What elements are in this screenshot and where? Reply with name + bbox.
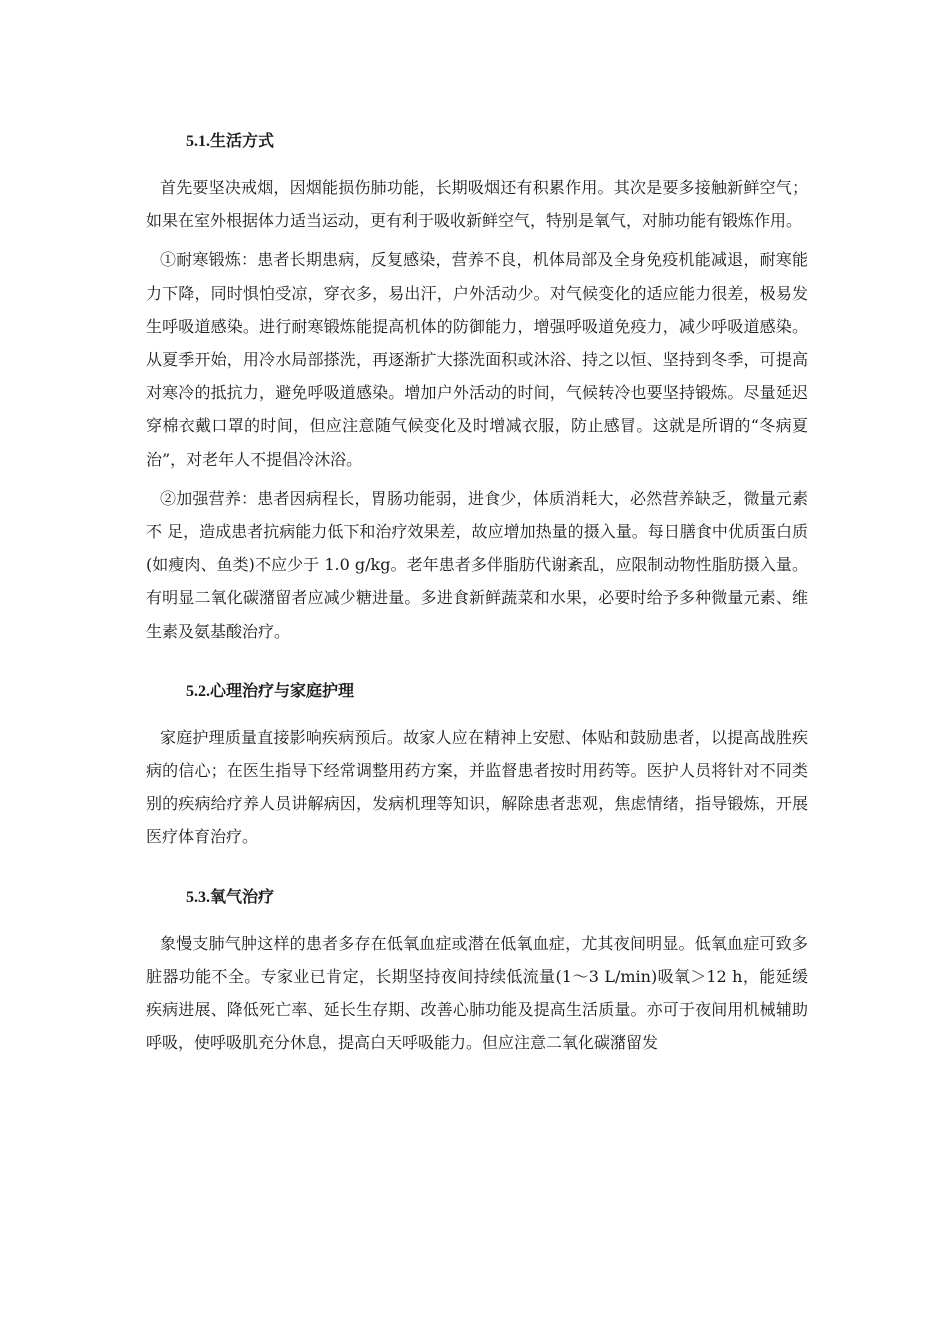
paragraph: 象慢支肺气肿这样的患者多存在低氧血症或潜在低氧血症，尤其夜间明显。低氧血症可致多脏器功能不全。专家业已肯定，长期坚持夜间持续低流量(1～3 L/min)吸氧＞12 h，能延缓疾病进展、降低死亡率、延长生存期、改善心肺功能及提高生活质量。亦可于夜间用机械辅助呼吸，使呼吸肌充分休息，提高白天呼吸能力。但应注意二氧化碳潴留发 [146, 933, 808, 1053]
document-body [146, 124, 808, 1059]
section-heading-5-3 [146, 880, 808, 915]
section-title: 心理治疗与家庭护理 [210, 680, 355, 700]
paragraph: 家庭护理质量直接影响疾病预后。故家人应在精神上安慰、体贴和鼓励患者，以提高战胜疾病的信心；在医生指导下经常调整用药方案，并监督患者按时用药等。医护人员将针对不同类别的疾病给疗养人员讲解病因，发病机理等知识，解除患者悲观，焦虑情绪，指导锻炼，开展医疗体育治疗。 [146, 727, 808, 847]
section-number: 5.3. [186, 888, 210, 906]
paragraph: ①耐寒锻炼：患者长期患病，反复感染，营养不良，机体局部及全身免疫机能减退，耐寒能力下降，同时惧怕受凉，穿衣多，易出汗，户外活动少。对气候变化的适应能力很差，极易发生呼吸道感染。进行耐寒锻炼能提高机体的防御能力，增强呼吸道免疫力，减少呼吸道感染。从夏季开始，用冷水局部搽洗，再逐渐扩大搽洗面积或沐浴、持之以恒、坚持到冬季，可提高对寒冷的抵抗力，避免呼吸道感染。增加户外活动的时间，气候转冷也要坚持锻炼。尽量延迟穿棉衣戴口罩的时间，但应注意随气候变化及时增减衣服，防止感冒。这就是所谓的“冬病夏治”，对老年人不提倡冷沐浴。 [146, 250, 808, 469]
section-title: 氧气治疗 [210, 886, 275, 906]
section-title: 生活方式 [210, 131, 275, 150]
section-heading-5-1 [146, 124, 808, 159]
paragraph: 首先要坚决戒烟，因烟能损伤肺功能，长期吸烟还有积累作用。其次是要多接触新鲜空气；如果在室外根据体力适当运动，更有利于吸收新鲜空气，特别是氧气，对肺功能有锻炼作用。 [146, 178, 808, 231]
section-number: 5.2. [186, 682, 210, 700]
section-heading-5-2 [146, 674, 808, 709]
section-number: 5.1. [186, 133, 210, 150]
paragraph: ②加强营养：患者因病程长，胃肠功能弱，进食少，体质消耗大，必然营养缺乏，微量元素不 足，造成患者抗病能力低下和治疗效果差，故应增加热量的摄入量。每日膳食中优质蛋白质(如瘦肉、鱼类)不应少于 1.0 g/kg。老年患者多伴脂肪代谢紊乱，应限制动物性脂肪摄入量。有明显二氧化碳潴留者应减少糖进量。多进食新鲜蔬菜和水果，必要时给予多种微量元素、维生素及氨基酸治疗。 [146, 488, 808, 641]
